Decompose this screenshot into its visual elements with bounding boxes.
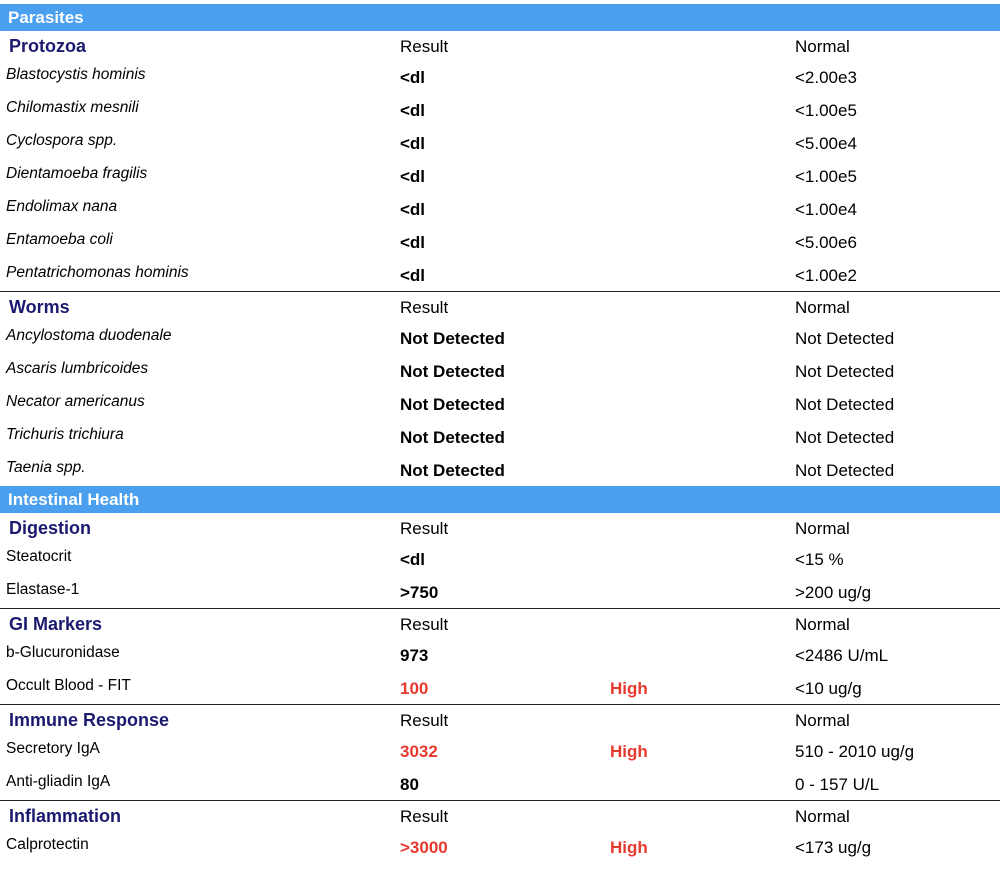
test-name: Occult Blood - FIT: [6, 677, 131, 694]
result-column-header: Result: [400, 298, 449, 317]
protozoa-section: [0, 31, 1000, 291]
high-flag: High: [610, 742, 648, 761]
section-title: Worms: [9, 297, 70, 317]
test-result: <dl: [400, 233, 426, 252]
immune-response-header: [0, 705, 1000, 734]
test-result: Not Detected: [400, 428, 505, 447]
normal-range: <1.00e5: [795, 167, 857, 186]
normal-range: <5.00e6: [795, 233, 857, 252]
normal-range: Not Detected: [795, 461, 895, 480]
section-title: Protozoa: [9, 36, 87, 56]
normal-column-header: Normal: [795, 298, 850, 317]
table-row: [0, 575, 1000, 608]
test-result: >750: [400, 583, 439, 602]
test-name: Anti-gliadin IgA: [6, 773, 111, 790]
section-title: Immune Response: [9, 710, 170, 730]
normal-range: <2486 U/mL: [795, 646, 889, 665]
table-row: [0, 734, 1000, 767]
table-row: [0, 321, 1000, 354]
normal-range: <10 ug/g: [795, 679, 862, 698]
table-row: [0, 126, 1000, 159]
test-result: Not Detected: [400, 329, 505, 348]
high-flag: High: [610, 838, 648, 857]
table-row: [0, 638, 1000, 671]
result-column-header: Result: [400, 615, 449, 634]
test-result: <dl: [400, 68, 426, 87]
normal-range: <1.00e2: [795, 266, 857, 285]
section-title: GI Markers: [9, 614, 103, 634]
result-column-header: Result: [400, 519, 449, 538]
normal-range: Not Detected: [795, 395, 895, 414]
test-name: Elastase-1: [6, 581, 80, 598]
table-row: [0, 453, 1000, 486]
test-result: 3032: [400, 742, 438, 761]
test-result: Not Detected: [400, 362, 505, 381]
intestinal-health-banner: Intestinal Health: [0, 486, 1000, 513]
worms-section: [0, 292, 1000, 486]
test-name: Endolimax nana: [6, 198, 118, 215]
test-name: Taenia spp.: [6, 459, 86, 476]
normal-range: Not Detected: [795, 428, 895, 447]
normal-range: <15 %: [795, 550, 844, 569]
worms-header: [0, 292, 1000, 321]
table-row: [0, 93, 1000, 126]
test-result: <dl: [400, 101, 426, 120]
table-row: [0, 258, 1000, 291]
test-result: Not Detected: [400, 395, 505, 414]
table-row: [0, 354, 1000, 387]
test-result: 80: [400, 775, 419, 794]
parasites-banner: Parasites: [0, 4, 1000, 31]
normal-range: >200 ug/g: [795, 583, 872, 602]
digestion-header: [0, 513, 1000, 542]
normal-range: 510 - 2010 ug/g: [795, 742, 915, 761]
normal-range: 0 - 157 U/L: [795, 775, 880, 794]
normal-range: Not Detected: [795, 329, 895, 348]
result-column-header: Result: [400, 807, 449, 826]
gi-markers-section: [0, 609, 1000, 704]
test-result: <dl: [400, 167, 426, 186]
table-row: [0, 159, 1000, 192]
test-name: Ascaris lumbricoides: [6, 360, 149, 377]
table-row: [0, 671, 1000, 704]
section-title: Inflammation: [9, 806, 122, 826]
normal-column-header: Normal: [795, 519, 850, 538]
section-title: Digestion: [9, 518, 92, 538]
test-name: Trichuris trichiura: [6, 426, 124, 443]
test-result: 100: [400, 679, 429, 698]
normal-range: <173 ug/g: [795, 838, 872, 857]
result-column-header: Result: [400, 711, 449, 730]
test-name: Necator americanus: [6, 393, 145, 410]
test-result: Not Detected: [400, 461, 505, 480]
normal-range: <5.00e4: [795, 134, 857, 153]
normal-column-header: Normal: [795, 615, 850, 634]
test-result: 973: [400, 646, 429, 665]
normal-column-header: Normal: [795, 37, 850, 56]
test-result: <dl: [400, 266, 426, 285]
protozoa-header: [0, 31, 1000, 60]
normal-column-header: Normal: [795, 807, 850, 826]
test-name: Steatocrit: [6, 548, 72, 565]
test-name: Calprotectin: [6, 836, 89, 853]
test-name: b-Glucuronidase: [6, 644, 120, 661]
high-flag: High: [610, 679, 648, 698]
normal-range: <1.00e5: [795, 101, 857, 120]
test-name: Dientamoeba fragilis: [6, 165, 148, 182]
normal-range: <1.00e4: [795, 200, 857, 219]
table-row: [0, 830, 1000, 863]
table-row: [0, 542, 1000, 575]
gi-markers-header: [0, 609, 1000, 638]
table-row: [0, 60, 1000, 93]
table-row: [0, 767, 1000, 800]
immune-response-section: [0, 705, 1000, 800]
normal-range: Not Detected: [795, 362, 895, 381]
test-result: <dl: [400, 200, 426, 219]
test-name: Ancylostoma duodenale: [6, 327, 172, 344]
inflammation-header: [0, 801, 1000, 830]
test-result: <dl: [400, 550, 426, 569]
test-name: Secretory IgA: [6, 740, 100, 757]
test-name: Cyclospora spp.: [6, 132, 118, 149]
test-name: Chilomastix mesnili: [6, 99, 139, 116]
test-result: <dl: [400, 134, 426, 153]
inflammation-section: [0, 801, 1000, 863]
digestion-section: [0, 513, 1000, 608]
normal-column-header: Normal: [795, 711, 850, 730]
table-row: [0, 225, 1000, 258]
test-name: Pentatrichomonas hominis: [6, 264, 189, 281]
table-row: [0, 420, 1000, 453]
test-name: Blastocystis hominis: [6, 66, 146, 83]
test-result: >3000: [400, 838, 448, 857]
table-row: [0, 192, 1000, 225]
table-row: [0, 387, 1000, 420]
result-column-header: Result: [400, 37, 449, 56]
normal-range: <2.00e3: [795, 68, 857, 87]
test-name: Entamoeba coli: [6, 231, 113, 248]
